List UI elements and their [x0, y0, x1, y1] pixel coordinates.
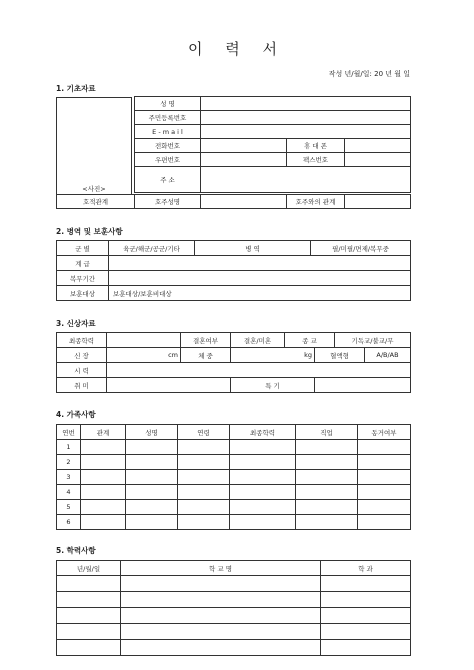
table-row — [57, 500, 411, 515]
education-label: 최종학력 — [57, 333, 107, 348]
zip-label: 우편번호 — [135, 153, 201, 167]
zip-field[interactable] — [201, 153, 287, 167]
photo-label: <사진> — [82, 185, 106, 193]
rank-label: 계 급 — [57, 256, 109, 271]
phone-label: 전화번호 — [135, 139, 201, 153]
family-cell[interactable] — [296, 440, 358, 455]
family-cell[interactable] — [126, 485, 178, 500]
registry-rel-label: 호적관계 — [57, 195, 135, 209]
family-cell[interactable] — [126, 455, 178, 470]
family-cell[interactable] — [296, 455, 358, 470]
family-cell[interactable] — [81, 500, 126, 515]
edu-cell[interactable] — [321, 624, 411, 640]
edu-header-school: 학 교 명 — [121, 561, 321, 576]
family-cell[interactable] — [81, 515, 126, 530]
ssn-field[interactable] — [201, 111, 411, 125]
family-header-education: 최종학력 — [230, 425, 296, 440]
family-cell[interactable] — [358, 485, 411, 500]
basic-info-table — [134, 96, 411, 193]
height-label: 신 장 — [57, 348, 107, 363]
family-table — [56, 424, 411, 530]
address-field[interactable] — [201, 167, 411, 193]
table-row — [57, 470, 411, 485]
mobile-field[interactable] — [345, 139, 411, 153]
family-cell[interactable] — [296, 500, 358, 515]
family-cell[interactable] — [81, 470, 126, 485]
family-cell[interactable] — [126, 515, 178, 530]
family-row-number: 1 — [57, 440, 81, 455]
family-cell[interactable] — [81, 485, 126, 500]
family-row-number: 3 — [57, 470, 81, 485]
family-cell[interactable] — [230, 485, 296, 500]
religion-field[interactable]: 기독교/불교/무 — [335, 333, 411, 348]
edu-cell[interactable] — [121, 576, 321, 592]
householder-rel-label: 호주와의 관계 — [287, 195, 345, 209]
weight-label: 체 중 — [181, 348, 231, 363]
edu-header-date: 년/월/일 — [57, 561, 121, 576]
table-row — [57, 455, 411, 470]
weight-field[interactable]: kg — [231, 348, 315, 363]
family-cell[interactable] — [358, 500, 411, 515]
mobile-label: 휴 대 폰 — [287, 139, 345, 153]
table-row — [57, 440, 411, 455]
family-cell[interactable] — [178, 500, 230, 515]
family-cell[interactable] — [358, 440, 411, 455]
family-header-name: 성명 — [126, 425, 178, 440]
edu-cell[interactable] — [321, 608, 411, 624]
family-cell[interactable] — [296, 485, 358, 500]
householder-rel-field[interactable] — [345, 195, 411, 209]
family-cell[interactable] — [358, 515, 411, 530]
family-cell[interactable] — [81, 455, 126, 470]
family-cell[interactable] — [178, 485, 230, 500]
family-cell[interactable] — [230, 500, 296, 515]
military-table — [56, 240, 411, 301]
phone-field[interactable] — [201, 139, 287, 153]
table-row — [57, 640, 411, 656]
table-row — [57, 608, 411, 624]
married-field[interactable]: 결혼/미혼 — [231, 333, 285, 348]
family-cell[interactable] — [81, 440, 126, 455]
edu-cell[interactable] — [321, 640, 411, 656]
table-row — [57, 515, 411, 530]
table-row — [57, 624, 411, 640]
section-military-heading: 2. 병역 및 보훈사항 — [56, 227, 123, 236]
family-header-relation: 관계 — [81, 425, 126, 440]
service-period-label: 복무기간 — [57, 271, 109, 286]
family-cell[interactable] — [178, 440, 230, 455]
family-cell[interactable] — [296, 470, 358, 485]
family-cell[interactable] — [178, 515, 230, 530]
householder-label: 호주성명 — [135, 195, 201, 209]
fax-label: 팩스번호 — [287, 153, 345, 167]
email-field[interactable] — [201, 125, 411, 139]
family-header-job: 직업 — [296, 425, 358, 440]
family-cell[interactable] — [230, 515, 296, 530]
education-field[interactable] — [107, 333, 181, 348]
blood-type-label: 혈액형 — [315, 348, 365, 363]
height-field[interactable]: cm — [107, 348, 181, 363]
family-cell[interactable] — [296, 515, 358, 530]
edu-cell[interactable] — [321, 592, 411, 608]
branch-field[interactable]: 육군/해군/공군/기타 — [109, 241, 195, 256]
branch-label: 군 별 — [57, 241, 109, 256]
military-status-label: 병 역 — [195, 241, 311, 256]
family-cell[interactable] — [126, 440, 178, 455]
section-body-heading: 3. 신상자료 — [56, 319, 96, 328]
table-row — [57, 576, 411, 592]
ssn-label: 주민등록번호 — [135, 111, 201, 125]
edu-cell[interactable] — [121, 624, 321, 640]
edu-header-major: 학 과 — [321, 561, 411, 576]
table-row — [57, 485, 411, 500]
blood-type-field[interactable]: A/B/AB — [365, 348, 411, 363]
skill-field[interactable] — [315, 378, 411, 393]
family-cell[interactable] — [178, 470, 230, 485]
hobby-field[interactable] — [107, 378, 231, 393]
edu-cell[interactable] — [57, 592, 121, 608]
family-cell[interactable] — [358, 455, 411, 470]
family-header-no: 연번 — [57, 425, 81, 440]
date-line: 작성 년/월/일: 20 년 월 일 — [328, 70, 410, 78]
military-status-field[interactable]: 필/미필/면제/복무중 — [311, 241, 411, 256]
veteran-label: 보훈대상 — [57, 286, 109, 301]
family-row-number: 6 — [57, 515, 81, 530]
name-label: 성 명 — [135, 97, 201, 111]
edu-cell[interactable] — [121, 640, 321, 656]
registry-table — [56, 194, 411, 209]
religion-label: 종 교 — [285, 333, 335, 348]
family-cell[interactable] — [230, 440, 296, 455]
document-title: 이 력 서 — [187, 40, 286, 58]
edu-cell[interactable] — [121, 608, 321, 624]
personal-table — [56, 332, 411, 393]
table-row — [57, 592, 411, 608]
edu-cell[interactable] — [57, 608, 121, 624]
service-period-field[interactable] — [109, 271, 411, 286]
section-basic-heading: 1. 기초자료 — [56, 84, 96, 93]
family-header-age: 연령 — [178, 425, 230, 440]
married-label: 결혼여부 — [181, 333, 231, 348]
hobby-label: 취 미 — [57, 378, 107, 393]
edu-cell[interactable] — [57, 640, 121, 656]
family-cell[interactable] — [358, 470, 411, 485]
family-header-cohabit: 동거여부 — [358, 425, 411, 440]
section-family-heading: 4. 가족사항 — [56, 410, 96, 419]
edu-cell[interactable] — [57, 576, 121, 592]
family-row-number: 5 — [57, 500, 81, 515]
edu-cell[interactable] — [57, 624, 121, 640]
family-cell[interactable] — [230, 470, 296, 485]
education-table — [56, 560, 411, 656]
fax-field[interactable] — [345, 153, 411, 167]
address-label: 주 소 — [135, 167, 201, 193]
edu-cell[interactable] — [121, 592, 321, 608]
vision-field[interactable] — [107, 363, 411, 378]
edu-cell[interactable] — [321, 576, 411, 592]
section-education-heading: 5. 학력사항 — [56, 546, 96, 555]
family-cell[interactable] — [126, 500, 178, 515]
skill-label: 특 기 — [231, 378, 315, 393]
email-label: E - m a i l — [135, 125, 201, 139]
family-row-number: 2 — [57, 455, 81, 470]
photo-box[interactable] — [56, 97, 132, 195]
family-cell[interactable] — [230, 455, 296, 470]
name-field[interactable] — [201, 97, 411, 111]
family-cell[interactable] — [178, 455, 230, 470]
veteran-field[interactable]: 보훈대상/보훈비대상 — [109, 286, 411, 301]
family-cell[interactable] — [126, 470, 178, 485]
householder-field[interactable] — [201, 195, 287, 209]
rank-field[interactable] — [109, 256, 411, 271]
vision-label: 시 력 — [57, 363, 107, 378]
family-row-number: 4 — [57, 485, 81, 500]
